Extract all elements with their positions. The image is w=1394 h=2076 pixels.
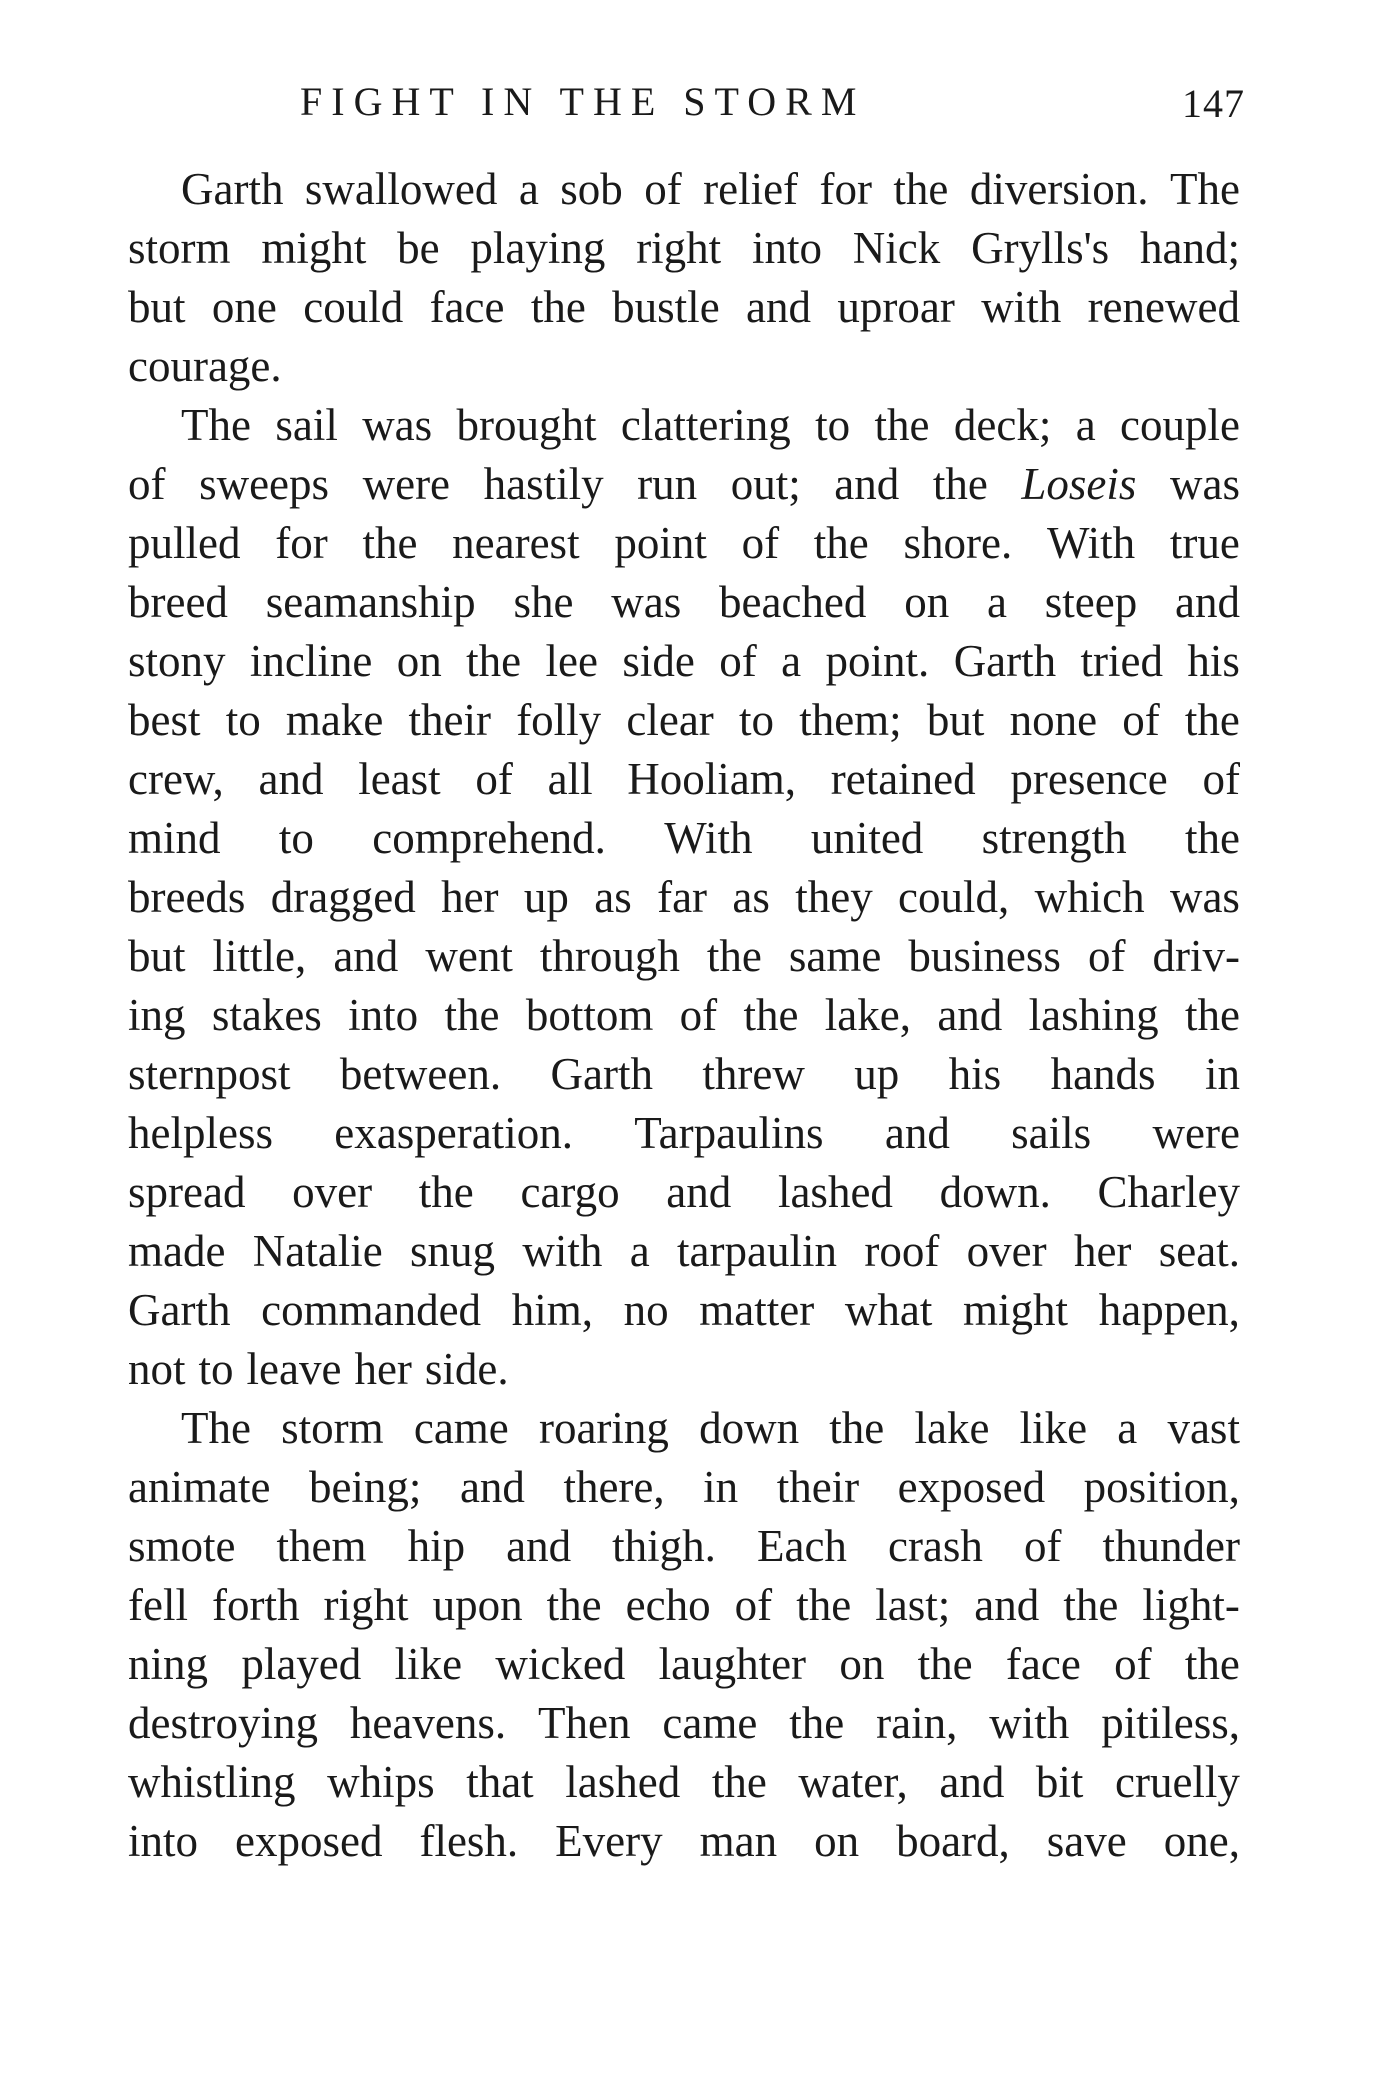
text-line: animate being; and there, in their exposed position, bbox=[128, 1462, 1240, 1512]
text-line: breed seamanship she was beached on a steep and bbox=[128, 577, 1240, 627]
text-line: destroying heavens. Then came the rain, with pitiless, bbox=[128, 1698, 1240, 1748]
text-line: spread over the cargo and lashed down. Charley bbox=[128, 1167, 1240, 1217]
body-text bbox=[128, 160, 1240, 1871]
text-line: fell forth right upon the echo of the last; and the light- bbox=[128, 1580, 1240, 1630]
text-line: Garth swallowed a sob of relief for the diversion. The bbox=[181, 164, 1240, 214]
paragraph bbox=[128, 1399, 1240, 1871]
text-line: pulled for the nearest point of the shore. With true bbox=[128, 518, 1240, 568]
page-number: 147 bbox=[1182, 81, 1245, 126]
text-line: Garth commanded him, no matter what might happen, bbox=[128, 1285, 1240, 1335]
text-line: helpless exasperation. Tarpaulins and sails were bbox=[128, 1108, 1240, 1158]
text-line: mind to comprehend. With united strength the bbox=[128, 813, 1240, 863]
text-line: but little, and went through the same business of driv- bbox=[128, 931, 1240, 981]
text-line: The sail was brought clattering to the deck; a couple bbox=[181, 400, 1240, 450]
text-line: The storm came roaring down the lake like a vast bbox=[181, 1403, 1240, 1453]
text-line: crew, and least of all Hooliam, retained presence of bbox=[128, 754, 1240, 804]
text-line: smote them hip and thigh. Each crash of thunder bbox=[128, 1521, 1240, 1571]
text-line: of sweeps were hastily run out; and the Loseis was bbox=[128, 459, 1240, 509]
text-line: into exposed flesh. Every man on board, save one, bbox=[128, 1816, 1240, 1866]
text-line: breeds dragged her up as far as they could, which was bbox=[128, 872, 1240, 922]
text-line: made Natalie snug with a tarpaulin roof over her seat. bbox=[128, 1226, 1240, 1276]
text-line: storm might be playing right into Nick Grylls's hand; bbox=[128, 223, 1240, 273]
text-line: stony incline on the lee side of a point. Garth tried his bbox=[128, 636, 1240, 686]
text-line: sternpost between. Garth threw up his hands in bbox=[128, 1049, 1240, 1099]
paragraph bbox=[128, 160, 1240, 396]
text-line: whistling whips that lashed the water, and bit cruelly bbox=[128, 1757, 1240, 1807]
running-head-title: FIGHT IN THE STORM bbox=[300, 79, 866, 124]
text-line: not to leave her side. bbox=[128, 1344, 509, 1394]
text-line: courage. bbox=[128, 341, 282, 391]
paragraph bbox=[128, 396, 1240, 1399]
text-line: ning played like wicked laughter on the face of the bbox=[128, 1639, 1240, 1689]
text-line: ing stakes into the bottom of the lake, and lashing the bbox=[128, 990, 1240, 1040]
text-line: best to make their folly clear to them; but none of the bbox=[128, 695, 1240, 745]
text-line: but one could face the bustle and uproar with renewed bbox=[128, 282, 1240, 332]
